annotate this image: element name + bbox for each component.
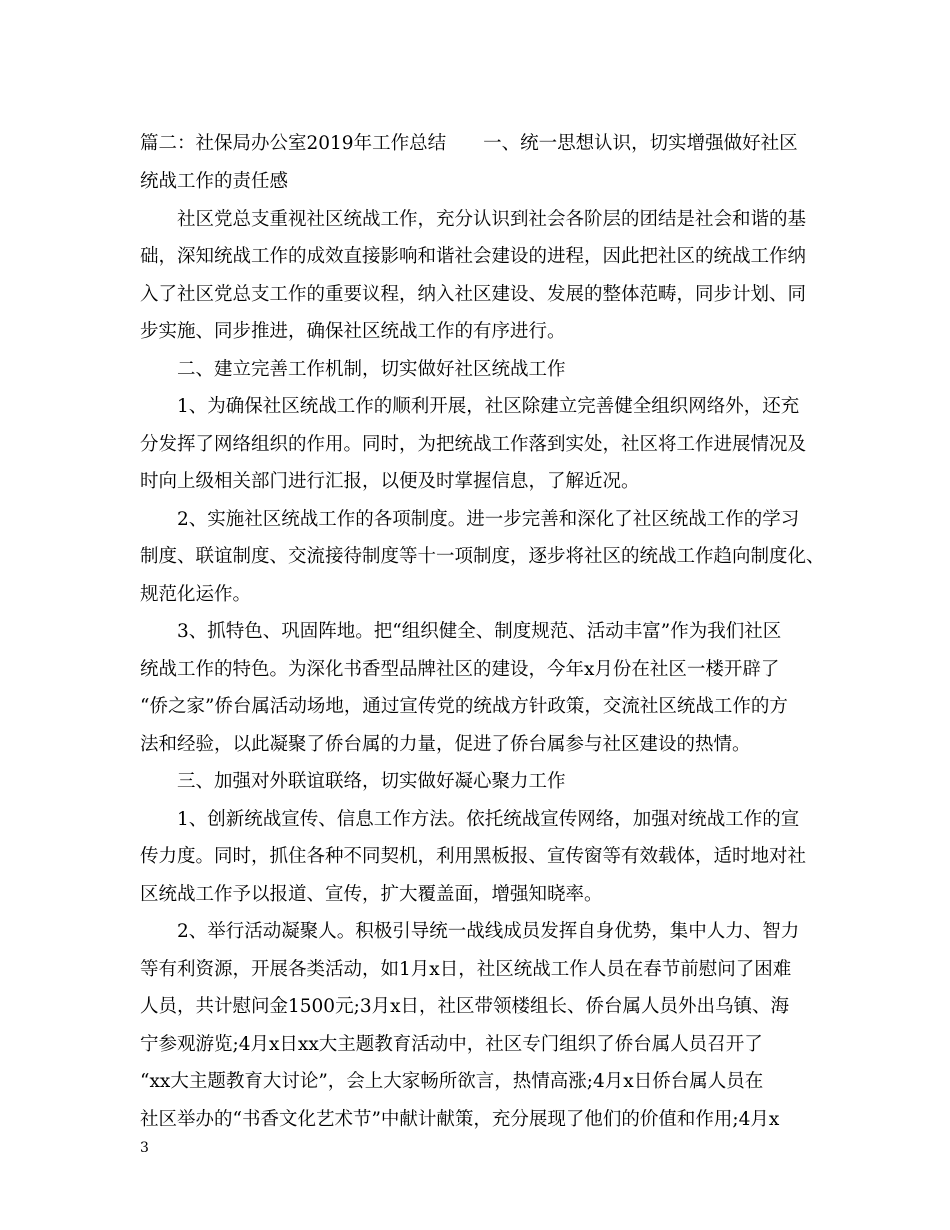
text-line: 入了社区党总支工作的重要议程，纳入社区建设、发展的整体范畴，同步计划、同	[140, 284, 807, 305]
text-line: 统战工作的责任感	[140, 171, 289, 192]
text-line: 法和经验，以此凝聚了侨台属的力量，促进了侨台属参与社区建设的热情。	[140, 734, 751, 755]
text-line: 1、为确保社区统战工作的顺利开展，社区除建立完善健全组织网络外，还充	[140, 396, 800, 417]
text-line: 区统战工作予以报道、宣传，扩大覆盖面，增强知晓率。	[140, 884, 603, 905]
text-line: 2、实施社区统战工作的各项制度。进一步完善和深化了社区统战工作的学习	[140, 509, 800, 530]
document-title-line: 篇二：社保局办公室2019年工作总结 一、统一思想认识，切实增强做好社区	[140, 133, 798, 154]
text-line: 2、举行活动凝聚人。积极引导统一战线成员发挥自身优势，集中人力、智力	[140, 921, 800, 942]
text-line: 制度、联谊制度、交流接待制度等十一项制度，逐步将社区的统战工作趋向制度化、	[140, 546, 825, 567]
text-line: 人员，共计慰问金1500元;3月x日，社区带领楼组长、侨台属人员外出乌镇、海	[140, 996, 790, 1017]
text-line: 分发挥了网络组织的作用。同时，为把统战工作落到实处，社区将工作进展情况及	[140, 434, 807, 455]
text-line: 传力度。同时，抓住各种不同契机，利用黑板报、宣传窗等有效载体，适时地对社	[140, 846, 807, 867]
text-line: 1、创新统战宣传、信息工作方法。依托统战宣传网络，加强对统战工作的宣	[140, 809, 800, 830]
text-line: “xx大主题教育大讨论”，会上大家畅所欲言，热情高涨;4月x日侨台属人员在	[140, 1071, 764, 1092]
text-line: 社区举办的“书香文化艺术节”中献计献策，充分展现了他们的价值和作用;4月x	[140, 1109, 780, 1130]
text-line: 三、加强对外联谊联络，切实做好凝心聚力工作	[140, 771, 566, 792]
text-line: 础，深知统战工作的成效直接影响和谐社会建设的进程，因此把社区的统战工作纳	[140, 246, 807, 267]
text-line: 规范化运作。	[140, 584, 252, 605]
text-line: 时向上级相关部门进行汇报，以便及时掌握信息，了解近况。	[140, 471, 640, 492]
text-line: 社区党总支重视社区统战工作，充分认识到社会各阶层的团结是社会和谐的基	[140, 209, 807, 230]
page-number: 3	[140, 1140, 149, 1156]
text-line: 宁参观游览;4月x日xx大主题教育活动中，社区专门组织了侨台属人员召开了	[140, 1034, 763, 1055]
text-line: 二、建立完善工作机制，切实做好社区统战工作	[140, 359, 566, 380]
text-line: 3、抓特色、巩固阵地。把“组织健全、制度规范、活动丰富”作为我们社区	[140, 621, 782, 642]
text-line: 步实施、同步推进，确保社区统战工作的有序进行。	[140, 321, 566, 342]
text-line: “侨之家”侨台属活动场地，通过宣传党的统战方针政策，交流社区统战工作的方	[140, 696, 788, 717]
text-line: 统战工作的特色。为深化书香型品牌社区的建设，今年x月份在社区一楼开辟了	[140, 659, 780, 680]
text-line: 等有利资源，开展各类活动，如1月x日，社区统战工作人员在春节前慰问了困难	[140, 959, 792, 980]
